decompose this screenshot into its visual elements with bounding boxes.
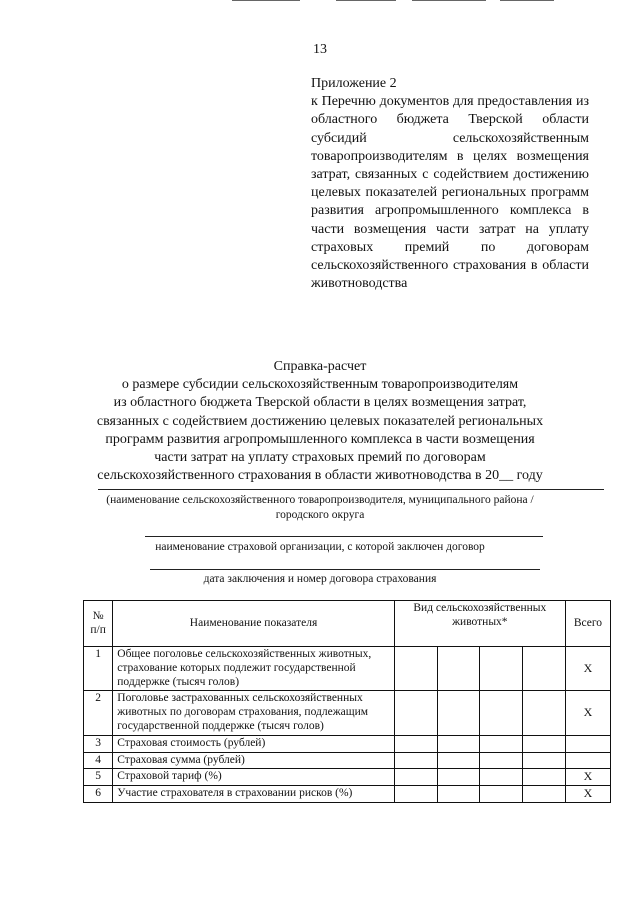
row-num: 5 <box>84 769 113 786</box>
heading-line: о размере субсидии сельскохозяйственным товаропроизводителям <box>121 377 519 393</box>
cell <box>394 752 437 769</box>
row-total: X <box>565 647 610 691</box>
cell <box>480 786 523 803</box>
appendix-title: Приложение 2 <box>311 76 397 91</box>
cell <box>523 769 566 786</box>
row-num: 6 <box>84 786 113 803</box>
cell <box>394 769 437 786</box>
appendix-body: к Перечню документов для предоставления из областного бюджета Тверской области субсидий сельскохозяйственным товаропроизводителям в целях возмещения затрат, связанных с содействием достижению целевых показателей региональных программ развития агропромышленного комплекса в части возмещения части затрат на уплату страховых премий по договорам сельскохозяйственного страхования в области животноводства <box>311 94 589 292</box>
cell <box>480 752 523 769</box>
scan-edge-line <box>500 0 554 1</box>
cell <box>480 691 523 735</box>
cell <box>437 769 480 786</box>
contract-fill-line <box>150 569 540 570</box>
cell <box>394 691 437 735</box>
insurer-caption: наименование страховой организации, с которой заключен договор <box>155 541 485 553</box>
header-num: № п/п <box>84 601 113 647</box>
document-heading <box>80 358 560 485</box>
row-total <box>565 752 610 769</box>
row-num: 3 <box>84 735 113 752</box>
cell <box>480 769 523 786</box>
page-number: 13 <box>313 42 327 57</box>
heading-line: части затрат на уплату страховых премий по договорам <box>154 450 486 466</box>
cell <box>437 691 480 735</box>
table-header-row <box>84 601 611 647</box>
table-row <box>84 786 611 803</box>
cell <box>523 786 566 803</box>
insurer-fill-line <box>145 536 543 537</box>
cell <box>523 735 566 752</box>
cell <box>394 786 437 803</box>
row-total: X <box>565 691 610 735</box>
table-row <box>84 769 611 786</box>
row-name: Поголовье застрахованных сельскохозяйственных животных по договорам страхования, подлежащим государственной поддержке (тысяч голов) <box>113 691 394 735</box>
cell <box>437 786 480 803</box>
cell <box>523 752 566 769</box>
row-total <box>565 735 610 752</box>
cell <box>394 647 437 691</box>
producer-fill-line <box>98 489 604 490</box>
table-row <box>84 691 611 735</box>
row-num: 2 <box>84 691 113 735</box>
cell <box>394 735 437 752</box>
heading-line: из областного бюджета Тверской области в целях возмещения затрат, <box>113 395 527 411</box>
table-row <box>84 752 611 769</box>
contract-caption: дата заключения и номер договора страхования <box>203 573 437 585</box>
row-total: X <box>565 786 610 803</box>
cell <box>480 735 523 752</box>
row-name: Страховая сумма (рублей) <box>113 752 394 769</box>
header-animals: Вид сельскохозяйственных животных* <box>394 601 565 647</box>
row-name: Участие страхователя в страховании рисков (%) <box>113 786 394 803</box>
table-row <box>84 735 611 752</box>
row-total: X <box>565 769 610 786</box>
cell <box>437 647 480 691</box>
row-name: Общее поголовье сельскохозяйственных животных, страхование которых подлежит государственной поддержке (тысяч голов) <box>113 647 394 691</box>
calculation-table <box>83 600 611 803</box>
header-name: Наименование показателя <box>113 601 394 647</box>
heading-line: программ развития агропромышленного комплекса в части возмещения <box>105 431 535 447</box>
heading-line: сельскохозяйственного страхования в области животноводства в 20__ году <box>97 468 543 484</box>
cell <box>437 735 480 752</box>
cell <box>523 691 566 735</box>
cell <box>523 647 566 691</box>
cell <box>437 752 480 769</box>
row-name: Страховой тариф (%) <box>113 769 394 786</box>
cell <box>480 647 523 691</box>
row-name: Страховая стоимость (рублей) <box>113 735 394 752</box>
heading-title: Справка-расчет <box>273 359 367 374</box>
row-num: 4 <box>84 752 113 769</box>
producer-caption: (наименование сельскохозяйственного товаропроизводителя, муниципального района / городского округа <box>106 494 534 521</box>
table-row <box>84 647 611 691</box>
scan-edge-line <box>412 0 486 1</box>
heading-line: связанных с содействием достижению целевых показателей региональных <box>96 413 544 429</box>
header-total: Всего <box>565 601 610 647</box>
row-num: 1 <box>84 647 113 691</box>
scan-edge-line <box>336 0 396 1</box>
scan-edge-line <box>232 0 300 1</box>
appendix-block <box>311 75 589 293</box>
